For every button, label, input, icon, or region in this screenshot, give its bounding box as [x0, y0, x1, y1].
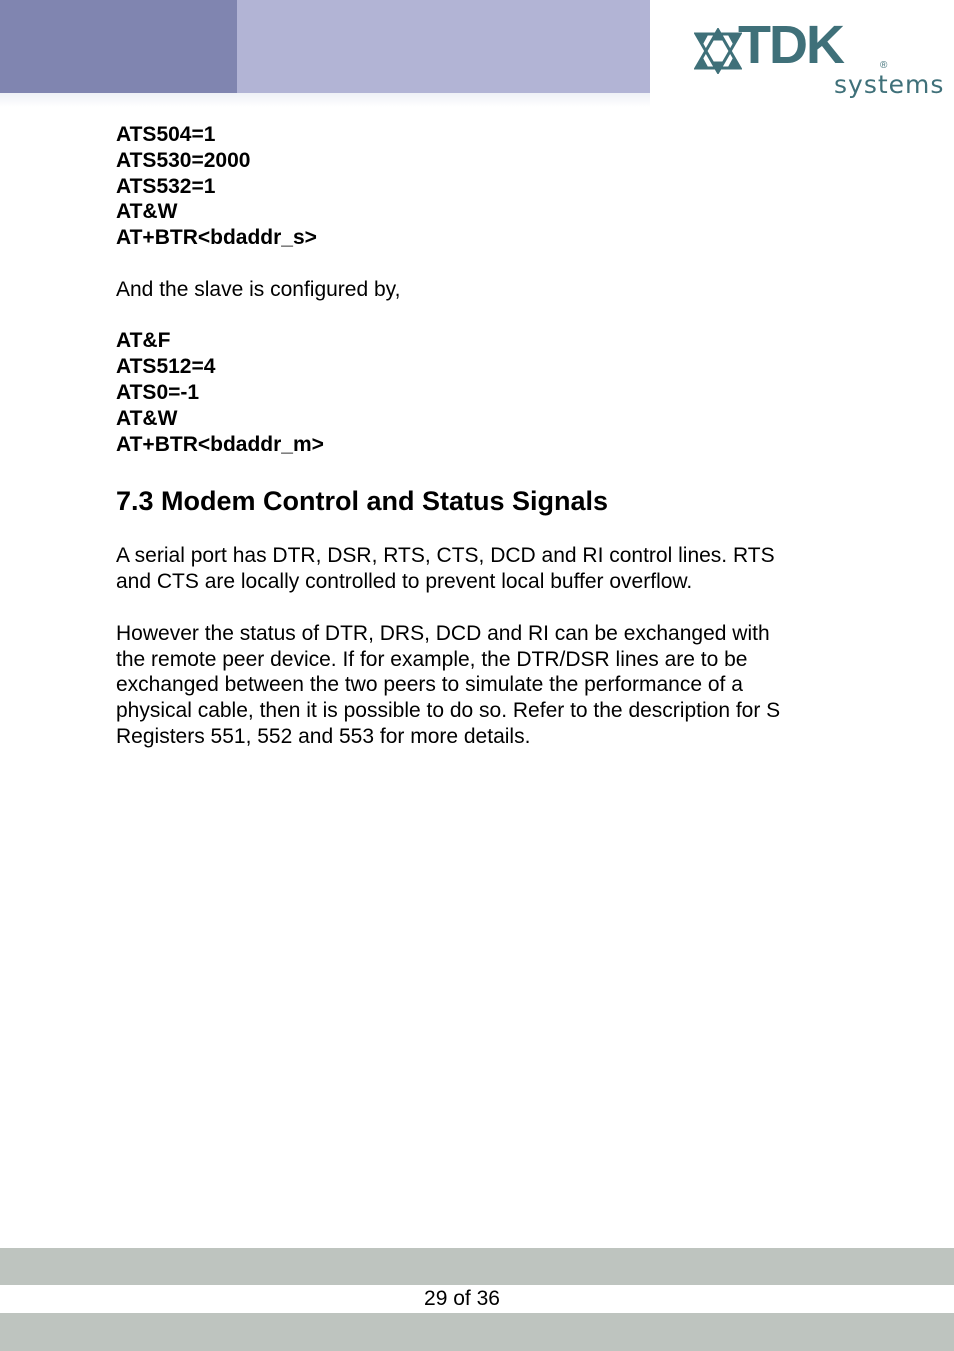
page-content	[116, 122, 836, 750]
paragraph-line: A serial port has DTR, DSR, RTS, CTS, DCD and RI control lines. RTS	[116, 544, 775, 568]
registered-mark: ®	[880, 60, 888, 71]
command-line: ATS504=1	[116, 123, 216, 146]
page-number: 29 of 36	[424, 1287, 500, 1310]
command-line: AT+BTR<bdaddr_m>	[116, 432, 324, 456]
command-line: AT&W	[116, 406, 178, 430]
paragraph-status-exchange	[116, 621, 836, 750]
logo-subtitle: systems	[834, 70, 945, 99]
tdk-systems-logo	[694, 15, 945, 104]
command-line: AT+BTR<bdaddr_s>	[116, 226, 317, 250]
command-line: ATS530=2000	[116, 148, 251, 172]
paragraph-control-lines	[116, 543, 836, 595]
section-heading: 7.3 Modem Control and Status Signals	[116, 486, 609, 517]
paragraph-line: and CTS are locally controlled to prevent local buffer overflow.	[116, 570, 693, 594]
header-band-dark	[0, 0, 237, 93]
command-line: ATS512=4	[116, 355, 216, 379]
command-line: ATS0=-1	[116, 380, 200, 404]
footer-band-top	[0, 1248, 954, 1285]
paragraph-line: However the status of DTR, DRS, DCD and RI can be exchanged with	[116, 621, 770, 645]
command-line: AT&F	[116, 329, 171, 353]
command-line: AT&W	[116, 200, 178, 224]
header-fade	[0, 93, 650, 107]
slave-intro-text: And the slave is configured by,	[116, 277, 401, 301]
paragraph-line: the remote peer device. If for example, the DTR/DSR lines are to be	[116, 647, 748, 671]
footer-band-bottom	[0, 1313, 954, 1351]
logo-wordmark: TDK	[738, 15, 843, 75]
header-band-light	[237, 0, 650, 93]
paragraph-line: Registers 551, 552 and 553 for more details.	[116, 724, 531, 748]
paragraph-line: exchanged between the two peers to simulate the performance of a	[116, 673, 743, 697]
command-line: ATS532=1	[116, 174, 216, 198]
slave-command-list	[116, 328, 836, 457]
master-command-list	[116, 122, 836, 251]
tdk-star-logo-icon	[694, 28, 742, 74]
paragraph-line: physical cable, then it is possible to do so. Refer to the description for S	[116, 699, 781, 723]
